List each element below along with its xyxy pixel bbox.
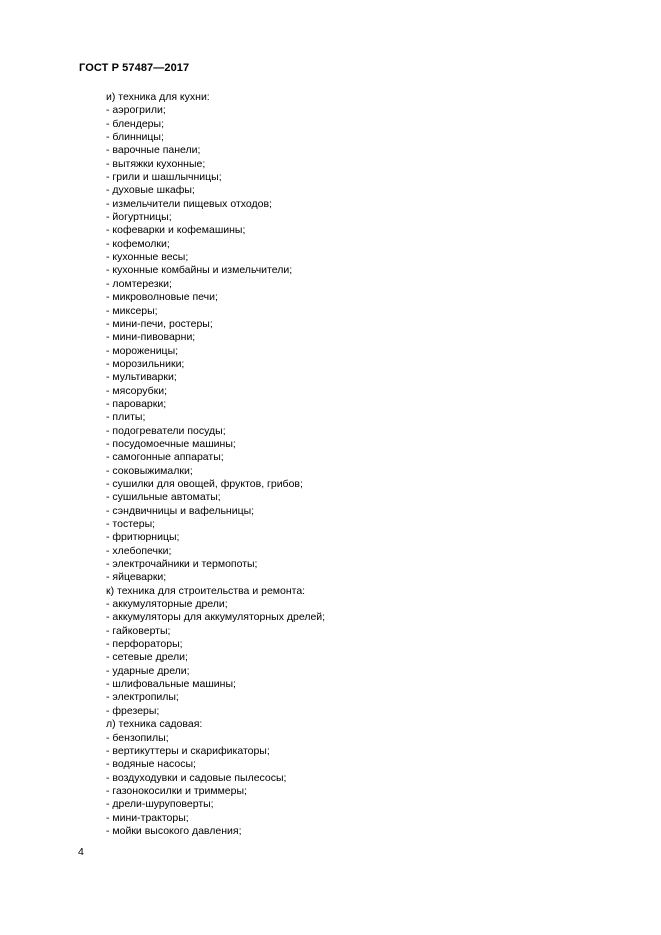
list-item: - вытяжки кухонные; xyxy=(106,157,206,170)
list-item: - мясорубки; xyxy=(106,384,168,397)
list-item: - кофемолки; xyxy=(106,237,170,250)
list-item: - аккумуляторы для аккумуляторных дрелей; xyxy=(106,611,326,624)
list-item: - грили и шашлычницы; xyxy=(106,171,222,184)
equipment-list xyxy=(106,91,626,838)
list-item: - мини-печи, ростеры; xyxy=(106,317,213,330)
list-item: - мини-тракторы; xyxy=(106,811,189,824)
list-item: - кофеварки и кофемашины; xyxy=(106,224,246,237)
list-item: - яйцеварки; xyxy=(106,571,167,584)
list-item: - гайковерты; xyxy=(106,624,171,637)
list-item: - ударные дрели; xyxy=(106,664,190,677)
section-heading: к) техника для строительства и ремонта: xyxy=(106,584,306,597)
list-item: - мультиварки; xyxy=(106,371,177,384)
list-item: - блендеры; xyxy=(106,117,164,130)
list-item: - аккумуляторные дрели; xyxy=(106,598,228,611)
list-item: - сушильные автоматы; xyxy=(106,491,221,504)
list-item: - вертикуттеры и скарификаторы; xyxy=(106,744,270,757)
section-heading: и) техника для кухни: xyxy=(106,91,210,103)
document-header: ГОСТ Р 57487—2017 xyxy=(79,62,190,74)
list-item: - фрезеры; xyxy=(106,704,160,717)
list-item: - водяные насосы; xyxy=(106,758,196,771)
list-item: - измельчители пищевых отходов; xyxy=(106,197,272,210)
list-item: - микроволновые печи; xyxy=(106,291,218,304)
list-item: - сэндвичницы и вафельницы; xyxy=(106,504,255,517)
list-item: - мини-пивоварни; xyxy=(106,331,196,344)
list-item: - самогонные аппараты; xyxy=(106,451,224,464)
list-item: - сетевые дрели; xyxy=(106,651,188,664)
list-item: - перфораторы; xyxy=(106,638,183,651)
list-item: - шлифовальные машины; xyxy=(106,678,236,691)
list-item: - бензопилы; xyxy=(106,731,169,744)
list-item: - фритюрницы; xyxy=(106,531,180,544)
list-item: - кухонные весы; xyxy=(106,251,189,264)
list-item: - мороженицы; xyxy=(106,344,179,357)
list-item: - йогуртницы; xyxy=(106,211,172,224)
list-item: - блинницы; xyxy=(106,131,164,144)
list-item: - соковыжималки; xyxy=(106,464,193,477)
list-item: - дрели-шуруповерты; xyxy=(106,798,214,811)
list-item: - электропилы; xyxy=(106,691,179,704)
list-item: - мойки высокого давления; xyxy=(106,824,242,837)
list-item: - миксеры; xyxy=(106,304,158,317)
list-item: - пароварки; xyxy=(106,397,167,410)
list-item: - воздуходувки и садовые пылесосы; xyxy=(106,771,287,784)
list-item: - кухонные комбайны и измельчители; xyxy=(106,264,293,277)
list-item: - электрочайники и термопоты; xyxy=(106,558,258,571)
list-item: - сушилки для овощей, фруктов, грибов; xyxy=(106,477,303,490)
list-item: - тостеры; xyxy=(106,518,156,530)
list-item: - плиты; xyxy=(106,411,146,424)
list-item: - ломтерезки; xyxy=(106,277,172,290)
list-item: - варочные панели; xyxy=(106,144,201,157)
list-item: - подогреватели посуды; xyxy=(106,424,226,437)
list-item: - морозильники; xyxy=(106,357,185,370)
list-item: - хлебопечки; xyxy=(106,544,172,557)
list-item: - духовые шкафы; xyxy=(106,184,195,197)
list-item: - аэрогрили; xyxy=(106,104,166,117)
list-item: - посудомоечные машины; xyxy=(106,437,236,450)
section-heading: л) техника садовая: xyxy=(106,718,203,731)
list-item: - газонокосилки и триммеры; xyxy=(106,784,247,797)
page-number: 4 xyxy=(78,846,84,858)
